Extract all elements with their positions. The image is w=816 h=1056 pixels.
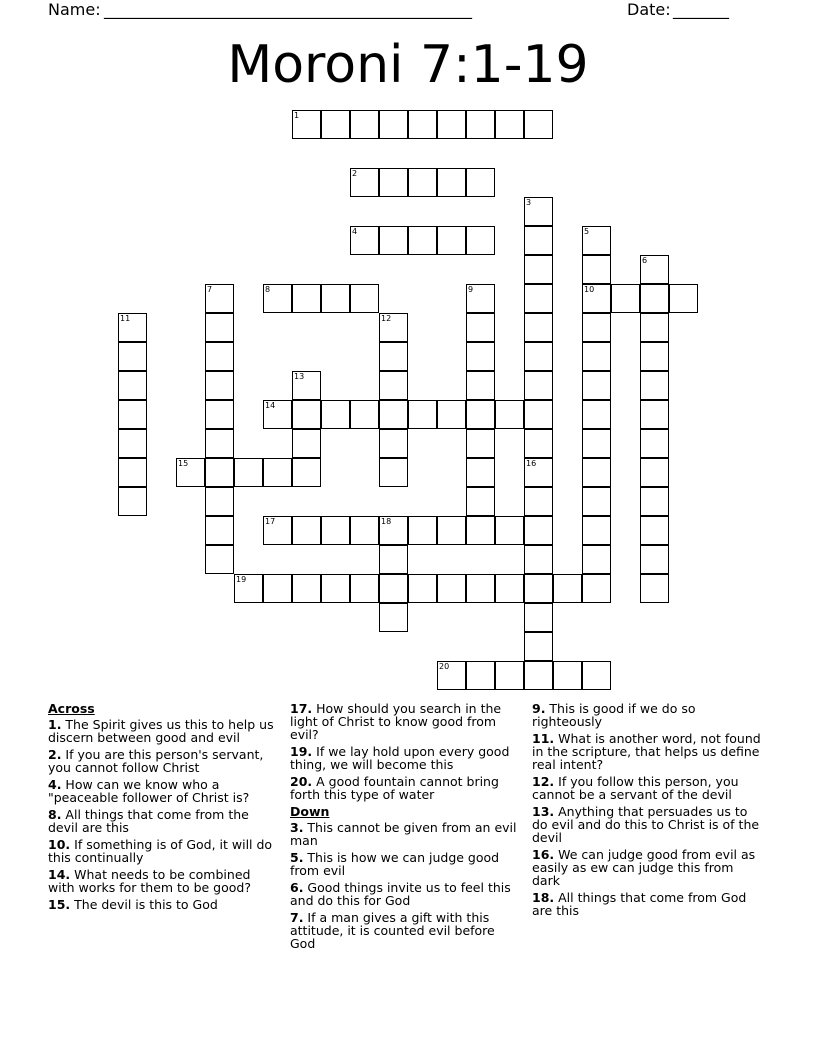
crossword-cell[interactable] xyxy=(292,429,321,458)
crossword-cell[interactable] xyxy=(408,400,437,429)
crossword-cell[interactable] xyxy=(379,516,408,545)
crossword-cell[interactable] xyxy=(408,168,437,197)
clue-item xyxy=(532,702,764,728)
crossword-cell[interactable] xyxy=(582,226,611,255)
clue-number: 10 xyxy=(584,285,595,294)
clue-number: 20 xyxy=(439,662,450,671)
clue-item xyxy=(48,898,280,911)
crossword-cell[interactable] xyxy=(234,458,263,487)
clue-number: 3 xyxy=(526,198,532,207)
crossword-cell[interactable] xyxy=(640,458,669,487)
clue-item xyxy=(290,702,522,741)
clue-item-number: 11. xyxy=(532,731,555,746)
crossword-cell[interactable] xyxy=(118,429,147,458)
crossword-cell[interactable] xyxy=(350,168,379,197)
crossword-cell[interactable] xyxy=(350,516,379,545)
crossword-cell[interactable] xyxy=(640,400,669,429)
crossword-cell[interactable] xyxy=(379,574,408,603)
crossword-cell[interactable] xyxy=(350,574,379,603)
crossword-cell[interactable] xyxy=(640,574,669,603)
crossword-cell[interactable] xyxy=(466,458,495,487)
crossword-cell[interactable] xyxy=(437,661,466,690)
crossword-cell[interactable] xyxy=(321,284,350,313)
clue-number: 8 xyxy=(265,285,271,294)
crossword-cell[interactable] xyxy=(582,545,611,574)
crossword-cell[interactable] xyxy=(582,255,611,284)
crossword-cell[interactable] xyxy=(292,284,321,313)
crossword-cell[interactable] xyxy=(466,168,495,197)
clue-item-number: 5. xyxy=(290,850,304,865)
crossword-cell[interactable] xyxy=(379,545,408,574)
clue-item-number: 18. xyxy=(532,890,555,905)
crossword-cell[interactable] xyxy=(176,458,205,487)
crossword-cell[interactable] xyxy=(524,313,553,342)
crossword-cell[interactable] xyxy=(292,516,321,545)
clue-item-number: 9. xyxy=(532,701,546,716)
clue-item xyxy=(48,778,280,804)
clue-number: 9 xyxy=(468,285,474,294)
crossword-cell[interactable] xyxy=(408,516,437,545)
clue-item-text: If something is of God, it will do this continually xyxy=(48,837,273,865)
crossword-cell[interactable] xyxy=(524,284,553,313)
crossword-cell[interactable] xyxy=(524,429,553,458)
crossword-cell[interactable] xyxy=(495,110,524,139)
clue-item-number: 6. xyxy=(290,880,304,895)
crossword-cell[interactable] xyxy=(495,661,524,690)
crossword-cell[interactable] xyxy=(379,342,408,371)
crossword-cell[interactable] xyxy=(263,574,292,603)
crossword-cell[interactable] xyxy=(466,516,495,545)
crossword-cell[interactable] xyxy=(466,574,495,603)
clue-number: 16 xyxy=(526,459,537,468)
crossword-cell[interactable] xyxy=(118,342,147,371)
clue-item-number: 3. xyxy=(290,820,304,835)
name-label: Name: xyxy=(48,0,101,19)
crossword-cell[interactable] xyxy=(466,371,495,400)
crossword-cell[interactable] xyxy=(640,342,669,371)
crossword-cell[interactable] xyxy=(379,458,408,487)
crossword-cell[interactable] xyxy=(379,226,408,255)
clue-item-text: If you follow this person, you cannot be a servant of the devil xyxy=(532,774,739,802)
clues-column-3 xyxy=(532,702,764,921)
crossword-cell[interactable] xyxy=(118,487,147,516)
crossword-cell[interactable] xyxy=(321,574,350,603)
crossword-cell[interactable] xyxy=(495,400,524,429)
clue-number: 17 xyxy=(265,517,276,526)
crossword-cell[interactable] xyxy=(292,371,321,400)
clue-number: 19 xyxy=(236,575,247,584)
crossword-cell[interactable] xyxy=(379,429,408,458)
crossword-cell[interactable] xyxy=(524,603,553,632)
crossword-cell[interactable] xyxy=(408,226,437,255)
clue-item-text: How can we know who a "peaceable follower of Christ is? xyxy=(48,777,250,805)
crossword-cell[interactable] xyxy=(640,545,669,574)
crossword-cell[interactable] xyxy=(437,516,466,545)
name-field[interactable]: ______________________________________________ xyxy=(104,0,472,19)
crossword-cell[interactable] xyxy=(205,487,234,516)
clue-item xyxy=(532,805,764,844)
clue-item-number: 13. xyxy=(532,804,555,819)
clue-item xyxy=(290,911,522,950)
clue-item-text: If you are this person's servant, you cannot follow Christ xyxy=(48,747,264,775)
crossword-cell[interactable] xyxy=(466,342,495,371)
crossword-cell[interactable] xyxy=(321,516,350,545)
crossword-cell[interactable] xyxy=(379,371,408,400)
crossword-cell[interactable] xyxy=(205,429,234,458)
clue-number: 4 xyxy=(352,227,358,236)
crossword-cell[interactable] xyxy=(582,342,611,371)
crossword-cell[interactable] xyxy=(205,342,234,371)
crossword-cell[interactable] xyxy=(437,400,466,429)
crossword-cell[interactable] xyxy=(118,371,147,400)
crossword-cell[interactable] xyxy=(495,516,524,545)
crossword-cell[interactable] xyxy=(292,110,321,139)
crossword-cell[interactable] xyxy=(640,516,669,545)
clue-item-number: 12. xyxy=(532,774,555,789)
crossword-cell[interactable] xyxy=(379,110,408,139)
crossword-cell[interactable] xyxy=(263,516,292,545)
crossword-cell[interactable] xyxy=(582,371,611,400)
crossword-cell[interactable] xyxy=(408,110,437,139)
crossword-cell[interactable] xyxy=(321,110,350,139)
clue-number: 5 xyxy=(584,227,590,236)
crossword-cell[interactable] xyxy=(582,458,611,487)
crossword-cell[interactable] xyxy=(524,110,553,139)
clue-number: 2 xyxy=(352,169,358,178)
clue-item-text: This is good if we do so righteously xyxy=(532,701,696,729)
crossword-cell[interactable] xyxy=(350,284,379,313)
crossword-cell[interactable] xyxy=(321,400,350,429)
crossword-cell[interactable] xyxy=(466,226,495,255)
clue-item-text: This is how we can judge good from evil xyxy=(290,850,500,878)
crossword-cell[interactable] xyxy=(205,516,234,545)
crossword-cell[interactable] xyxy=(582,313,611,342)
crossword-cell[interactable] xyxy=(234,574,263,603)
crossword-cell[interactable] xyxy=(640,284,669,313)
clue-item xyxy=(48,838,280,864)
crossword-cell[interactable] xyxy=(582,574,611,603)
crossword-cell[interactable] xyxy=(263,284,292,313)
clue-item-text: Anything that persuades us to do evil and do this to Christ is of the devil xyxy=(532,804,760,845)
crossword-cell[interactable] xyxy=(205,313,234,342)
crossword-cell[interactable] xyxy=(524,400,553,429)
crossword-cell[interactable] xyxy=(640,371,669,400)
crossword-cell[interactable] xyxy=(437,574,466,603)
crossword-cell[interactable] xyxy=(524,545,553,574)
clue-item xyxy=(290,775,522,801)
crossword-cell[interactable] xyxy=(524,197,553,226)
clue-item xyxy=(290,821,522,847)
crossword-cell[interactable] xyxy=(350,400,379,429)
crossword-cell[interactable] xyxy=(205,400,234,429)
crossword-cell[interactable] xyxy=(524,255,553,284)
clue-item xyxy=(290,745,522,771)
crossword-cell[interactable] xyxy=(466,661,495,690)
crossword-cell[interactable] xyxy=(582,661,611,690)
crossword-cell[interactable] xyxy=(350,226,379,255)
clue-item xyxy=(290,851,522,877)
crossword-cell[interactable] xyxy=(379,603,408,632)
crossword-cell[interactable] xyxy=(466,284,495,313)
crossword-cell[interactable] xyxy=(292,574,321,603)
crossword-cell[interactable] xyxy=(524,342,553,371)
clue-item-number: 10. xyxy=(48,837,71,852)
crossword-cell[interactable] xyxy=(292,400,321,429)
crossword-cell[interactable] xyxy=(263,458,292,487)
crossword-cell[interactable] xyxy=(205,458,234,487)
crossword-cell[interactable] xyxy=(263,400,292,429)
crossword-cell[interactable] xyxy=(640,313,669,342)
crossword-cell[interactable] xyxy=(669,284,698,313)
clue-section-heading: Down xyxy=(290,804,330,819)
clue-item-text: The devil is this to God xyxy=(70,897,218,912)
crossword-cell[interactable] xyxy=(408,574,437,603)
crossword-cell[interactable] xyxy=(379,168,408,197)
clue-item-text: All things that come from God are this xyxy=(532,890,747,918)
crossword-cell[interactable] xyxy=(466,487,495,516)
page-title: Moroni 7:1-19 xyxy=(227,35,589,95)
crossword-cell[interactable] xyxy=(118,458,147,487)
clue-item-text: What needs to be combined with works for them to be good? xyxy=(48,867,251,895)
crossword-cell[interactable] xyxy=(437,110,466,139)
clue-item-number: 1. xyxy=(48,717,62,732)
clue-item-text: We can judge good from evil as easily as ew can judge this from dark xyxy=(532,847,756,888)
crossword-cell[interactable] xyxy=(118,313,147,342)
clue-item xyxy=(532,732,764,771)
clue-item-number: 20. xyxy=(290,774,313,789)
crossword-cell[interactable] xyxy=(640,255,669,284)
clue-item-number: 16. xyxy=(532,847,555,862)
clue-item-text: Good things invite us to feel this and do this for God xyxy=(290,880,511,908)
clue-item-number: 4. xyxy=(48,777,62,792)
clue-item-text: All things that come from the devil are this xyxy=(48,807,249,835)
crossword-cell[interactable] xyxy=(524,516,553,545)
clue-number: 1 xyxy=(294,111,300,120)
clue-number: 7 xyxy=(207,285,213,294)
clue-item xyxy=(48,868,280,894)
crossword-cell[interactable] xyxy=(350,110,379,139)
clue-number: 13 xyxy=(294,372,305,381)
crossword-cell[interactable] xyxy=(524,661,553,690)
crossword-cell[interactable] xyxy=(524,226,553,255)
crossword-cell[interactable] xyxy=(524,458,553,487)
clues-column-1 xyxy=(48,702,280,915)
clue-number: 14 xyxy=(265,401,276,410)
clues-column-2 xyxy=(290,702,522,954)
crossword-cell[interactable] xyxy=(466,429,495,458)
crossword-cell[interactable] xyxy=(582,284,611,313)
crossword-cell[interactable] xyxy=(582,400,611,429)
clue-item xyxy=(48,718,280,744)
crossword-cell[interactable] xyxy=(205,545,234,574)
crossword-cell[interactable] xyxy=(437,226,466,255)
clue-section-heading: Across xyxy=(48,701,95,716)
crossword-cell[interactable] xyxy=(437,168,466,197)
clue-item-text: A good fountain cannot bring forth this type of water xyxy=(290,774,499,802)
clue-item-number: 17. xyxy=(290,701,313,716)
crossword-cell[interactable] xyxy=(524,371,553,400)
clue-item xyxy=(48,748,280,774)
crossword-cell[interactable] xyxy=(640,429,669,458)
clue-item-number: 15. xyxy=(48,897,71,912)
clue-item-text: If we lay hold upon every good thing, we will become this xyxy=(290,744,510,772)
clue-number: 11 xyxy=(120,314,131,323)
crossword-cell[interactable] xyxy=(553,574,582,603)
date-field[interactable]: _______ xyxy=(673,0,729,19)
crossword-cell[interactable] xyxy=(205,284,234,313)
crossword-cell[interactable] xyxy=(582,429,611,458)
clue-number: 6 xyxy=(642,256,648,265)
clue-number: 18 xyxy=(381,517,392,526)
crossword-cell[interactable] xyxy=(466,400,495,429)
clue-number: 12 xyxy=(381,314,392,323)
crossword-cell[interactable] xyxy=(292,458,321,487)
clue-item-number: 7. xyxy=(290,910,304,925)
clue-item-text: The Spirit gives us this to help us discern between good and evil xyxy=(48,717,274,745)
clue-item-text: If a man gives a gift with this attitude, it is counted evil before God xyxy=(290,910,495,951)
clue-number: 15 xyxy=(178,459,189,468)
crossword-cell[interactable] xyxy=(524,632,553,661)
clue-item xyxy=(532,848,764,887)
crossword-cell[interactable] xyxy=(379,400,408,429)
clue-item-number: 2. xyxy=(48,747,62,762)
crossword-cell[interactable] xyxy=(640,487,669,516)
crossword-cell[interactable] xyxy=(205,371,234,400)
crossword-cell[interactable] xyxy=(524,574,553,603)
crossword-cell[interactable] xyxy=(553,661,582,690)
crossword-cell[interactable] xyxy=(582,487,611,516)
clue-item-number: 14. xyxy=(48,867,71,882)
clue-item xyxy=(48,808,280,834)
clue-item-text: What is another word, not found in the scripture, that helps us define real intent? xyxy=(532,731,761,772)
crossword-cell[interactable] xyxy=(466,313,495,342)
crossword-cell[interactable] xyxy=(379,313,408,342)
clue-item-number: 19. xyxy=(290,744,313,759)
clue-item-text: This cannot be given from an evil man xyxy=(290,820,517,848)
clue-item xyxy=(532,775,764,801)
crossword-cell[interactable] xyxy=(495,574,524,603)
crossword-cell[interactable] xyxy=(582,516,611,545)
clue-item xyxy=(290,881,522,907)
crossword-cell[interactable] xyxy=(466,110,495,139)
clue-item xyxy=(532,891,764,917)
crossword-cell[interactable] xyxy=(524,487,553,516)
clue-item-text: How should you search in the light of Christ to know good from evil? xyxy=(290,701,502,742)
crossword-cell[interactable] xyxy=(118,400,147,429)
crossword-cell[interactable] xyxy=(611,284,640,313)
clue-item-number: 8. xyxy=(48,807,62,822)
date-label: Date: xyxy=(627,0,671,19)
